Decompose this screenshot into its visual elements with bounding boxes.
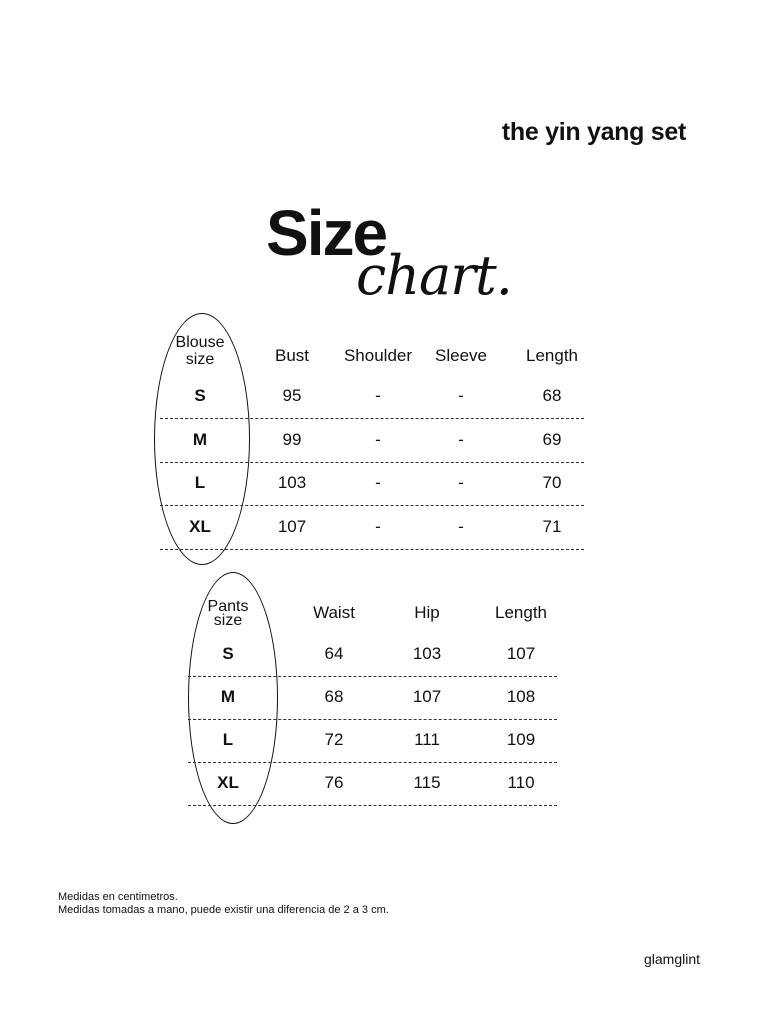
pants-row-size: S: [222, 644, 234, 663]
blouse-cell: -: [375, 516, 381, 536]
pants-cell: 68: [324, 687, 344, 706]
pants-cell: 72: [324, 730, 344, 749]
pants-cell: 110: [507, 773, 535, 792]
heading-chart: chart.: [356, 244, 512, 307]
pants-col-length: Length: [495, 603, 547, 622]
blouse-cell: -: [375, 386, 381, 405]
blouse-cell: 69: [542, 429, 562, 449]
measurement-notes: [58, 891, 389, 917]
blouse-col-bust: Bust: [274, 346, 310, 365]
pants-cell: 103: [412, 644, 442, 663]
pants-cell: 64: [324, 644, 344, 663]
pants-row-divider: [188, 762, 557, 763]
heading-size: Size: [266, 197, 387, 269]
blouse-cell: -: [458, 429, 464, 449]
blouse-cell: 71: [542, 516, 562, 536]
footer-brand: glamglint: [643, 951, 700, 967]
blouse-col-shoulder: Shoulder: [343, 346, 413, 365]
blouse-cell: 103: [277, 473, 307, 492]
pants-cell: 115: [413, 773, 441, 792]
blouse-row-divider: [160, 418, 584, 419]
pants-cell: 107: [412, 687, 442, 706]
blouse-cell: -: [458, 473, 464, 492]
blouse-cell: -: [375, 429, 381, 449]
pants-cell: 109: [506, 730, 536, 749]
blouse-row-size: S: [194, 386, 206, 405]
pants-cell: 76: [324, 773, 344, 792]
blouse-size-header-line2: size: [185, 351, 215, 368]
pants-col-hip: Hip: [414, 603, 440, 622]
blouse-cell: -: [375, 473, 381, 492]
pants-size-header-line1: Pants: [207, 598, 249, 615]
blouse-col-sleeve: Sleeve: [435, 346, 487, 365]
pants-row-divider: [188, 719, 557, 720]
blouse-cell: 107: [277, 516, 307, 536]
blouse-size-header: [176, 334, 225, 368]
pants-col-waist: Waist: [313, 603, 355, 622]
pants-row-divider: [188, 676, 557, 677]
blouse-size-header-line1: Blouse: [175, 334, 225, 351]
blouse-row-size: M: [192, 429, 208, 449]
note-line-1: Medidas en centimetros.: [58, 891, 178, 903]
blouse-row-divider: [160, 549, 584, 550]
pants-row-size: L: [222, 730, 234, 749]
blouse-cell: -: [458, 516, 464, 536]
blouse-row-divider: [160, 462, 584, 463]
note-line-2: Medidas tomadas a mano, puede existir una diferencia de 2 a 3 cm.: [58, 904, 389, 916]
pants-cell: 108: [506, 687, 536, 706]
pants-row-size: XL: [217, 773, 239, 792]
blouse-col-length: Length: [526, 346, 578, 365]
blouse-cell: 68: [542, 386, 562, 405]
blouse-row-divider: [160, 505, 584, 506]
pants-cell: 107: [506, 644, 536, 663]
blouse-row-size: L: [194, 473, 206, 492]
pants-size-header-line2: size: [213, 612, 243, 629]
pants-size-header: [208, 598, 249, 629]
blouse-cell: -: [458, 386, 464, 405]
pants-row-size: M: [220, 687, 236, 706]
pants-row-divider: [188, 805, 557, 806]
blouse-cell: 95: [282, 386, 302, 405]
blouse-cell: 99: [282, 429, 302, 449]
pants-cell: 111: [414, 730, 440, 749]
blouse-row-size: XL: [189, 516, 211, 536]
blouse-cell: 70: [542, 473, 562, 492]
brand-title: the yin yang set: [501, 118, 686, 146]
